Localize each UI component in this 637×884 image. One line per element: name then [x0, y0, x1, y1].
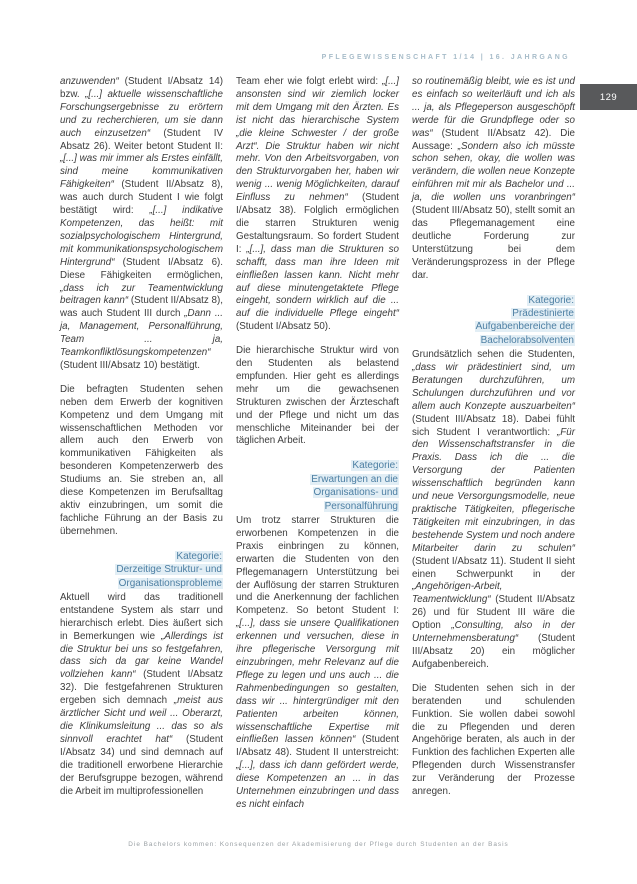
column-2	[236, 76, 399, 823]
journal-footer: Die Bachelors kommen: Konsequenzen der Akademisierung der Pflege durch Studenten an der Basis	[128, 841, 509, 848]
paragraph: Die Studenten sehen sich in der beratenden und schulenden Funktion. Sie wollen dabei sowohl die zu Pflegenden und deren Angehörige beraten, als auch in der Funktion des fachlichen Experten alle Pflegenden durch Wissenstransfer zur Veränderung der Prozesse anregen.	[412, 682, 575, 798]
paragraph: Die hierarchische Struktur wird von den Studenten als belastend empfunden. Hier geht es allerdings mehr um die gewachsenen Strukturen zwischen der Ärzteschaft und der Pflege und nicht um das menschliche Miteinander bei der täglichen Arbeit.	[236, 345, 399, 447]
paragraph: so routinemäßig bleibt, wie es ist und es einfach so weiterläuft und ich als ... ja, als Pflegeperson ausgeschöpft werde für die Grundpflege oder so was“ (Student II/Absatz 42). Die Aussage: „Sondern also ich müsste schon sehen, okay, die wollen was verändern, die wollen neue Konzepte einführen mit mir als Bachelor und ... ja, die wollen uns voranbringen“ (Student III/Absatz 50), stellt somit an das Pflegemanagement eine deutliche Forderung zur Unterstützung bei dem Veränderungsprozess in der Pflege dar.	[412, 76, 575, 281]
category-heading: Kategorie: Prädestinierte Aufgabenbereiche der Bachelorabsolventen	[475, 294, 574, 346]
paragraph: Die befragten Studenten sehen neben dem Erwerb der kognitiven Kompetenz und dem Umgang mit wissenschaftlichen Methoden vor allem auch den Erwerb von kommunikativen Fähigkeiten als besonderen Kompetenzerwerb des Studiums an. Sie streben an, all diese Kompetenzen im Berufsalltag aktiv einzubringen, um somit die fachliche Führung an der Basis zu übernehmen.	[60, 383, 223, 537]
column-1	[60, 76, 223, 823]
paragraph: Team eher wie folgt erlebt wird: „[...] ansonsten sind wir ziemlich locker mit dem Umgang mit den Ärzten. Es ist nicht das hierarchische System „die kleine Schwester / der große Arzt“. Die Struktur haben wir nicht mehr. Von den Arbeitsvorgaben, von den Strukturvorgaben her, haben wir wenig ... wenig Möglichkeiten, darauf Einfluss zu nehmen“ (Student I/Absatz 38). Folglich ermöglichen die starren Strukturen wenig Gestaltungsraum. So fordert Student I: „[...], dass man die Strukturen so schafft, dass man ihre Ideen mit einfließen lassen kann. Nicht mehr auf diese minutengetaktete Pflege eingeht, sondern wirklich auf die ... auf die individuelle Pflege eingeht“ (Student I/Absatz 50).	[236, 76, 399, 333]
journal-header: PFLEGEWISSENSCHAFT 1/14 | 16. JAHRGANG	[321, 54, 570, 61]
article-columns	[60, 76, 577, 823]
paragraph: Grundsätzlich sehen die Studenten, „dass wir prädestiniert sind, um Beratungen durchzuführen, um Schulungen durchzuführen und vor allem auch Konzepte auszuarbeiten“ (Student III/Absatz 18). Dabei fühlt sich Student I verantwortlich: „Für den Wissenschaftstransfer in die Praxis. Dass ich die ... die Versorgung der Patienten wissenschaftlich begründen kann und neue Versorgungsmodelle, neue praktische Tätigkeiten, pflegerische Tätigkeiten mit einzubringen, in das bestehende System und noch andere Mitarbeiter darin zu schulen“ (Student I/Absatz 11). Student II sieht einen Schwerpunkt in der „Angehörigen-Arbeit, Teamentwicklung“ (Student II/Absatz 26) und für Student III wäre die Option „Consulting, also in der Unternehmensberatung“ (Student III/Absatz 20) ein möglicher Aufgabenbereich.	[412, 349, 575, 670]
page-number: 129	[599, 91, 618, 103]
paragraph: Um trotz starrer Strukturen die erworbenen Kompetenzen in die Praxis einbringen zu können, erwarten die Studenten von den Pflegemanagern Unterstützung bei der Auflösung der starren Strukturen und die Anerkennung der fachlichen Kompetenz. So betont Student I: „[...], dass sie unsere Qualifikationen erkennen und versuchen, diese in ihre pflegerische Versorgung mit einzubringen, mehr Relevanz auf die Pflege zu legen und uns auch ... die Rahmenbedingungen so gestalten, dass wir ... hintergründiger mit den Patienten arbeiten können, wissenschaftliche Expertise mit einfließen lassen können“ (Student I/Absatz 48). Student II unterstreicht: „[...], dass ich dann gefördert werde, diese Kompetenzen an ... in das Unternehmen einzubringen und dass es nicht einfach	[236, 515, 399, 810]
category-heading: Kategorie: Erwartungen an die Organisations- und Personalführung	[311, 460, 398, 512]
paragraph: Aktuell wird das traditionell entstandene System als starr und hierarchisch erlebt. Dies äußert sich in Bemerkungen wie „Allerdings ist die Struktur bei uns so festgefahren, dass sich da gar keine Wandel vollziehen kann“ (Student I/Absatz 32). Die festgefahrenen Strukturen ergeben sich demnach „meist aus ärztlicher Sicht und weil ... Oberarzt, die Klinikumsleitung ... das so als sinnvoll erachtet hat“ (Student I/Absatz 34) und sind demnach auf die traditionell erworbene Hierarchie der Berufsgruppe bezogen, während die Arbeit im multiprofessionellen	[60, 591, 224, 797]
column-3	[412, 76, 575, 823]
page-number-badge	[580, 84, 637, 110]
category-heading: Kategorie: Derzeitige Struktur- und Organisationsprobleme	[116, 550, 222, 589]
paragraph: anzuwenden“ (Student I/Absatz 14) bzw. „[...] aktuelle wissenschaftliche Forschungsergebnisse zu erörtern und zu recherchieren, um sie dann auch einzusetzen“ (Student IV Absatz 26). Weiter betont Student II: „[...] was mir immer als Erstes einfällt, sind meine kommunikativen Fähigkeiten“ (Student II/Absatz 8), was auch durch Student I wie folgt bestätigt wird: „[...] indikative Kompetenzen, das heißt: mit sozialpsychologischem Hintergrund, mit kommunikationspsychologischem Hintergrund“ (Student I/Absatz 6). Diese Fähigkeiten ermöglichen, „dass ich zur Teamentwicklung beitragen kann“ (Student II/Absatz 8), was auch Student III durch „Dann ... ja, Management, Personalführung, Team ... ja, Teamkonfliktlösungskompetenzen“ (Student III/Absatz 10) bestätigt.	[60, 76, 224, 371]
